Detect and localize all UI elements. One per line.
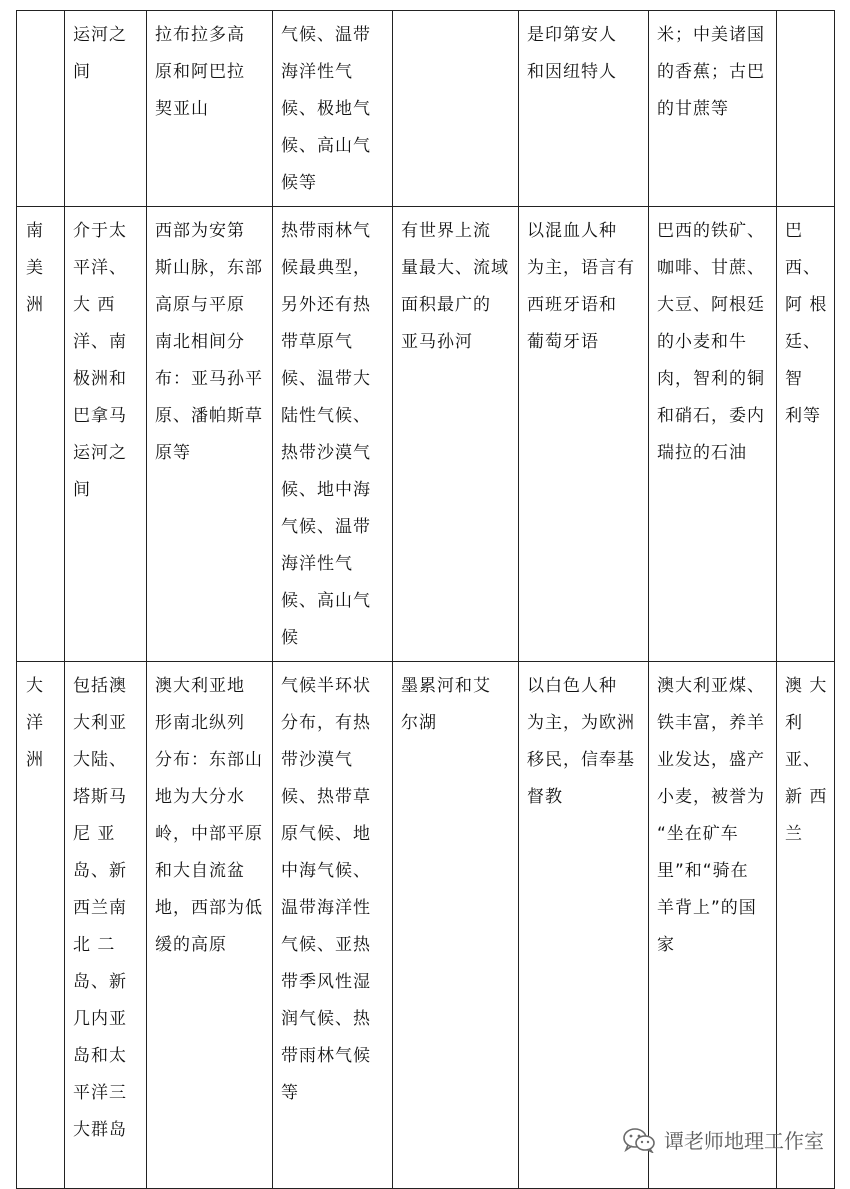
population-cell: 以白色人种 为主，为欧洲 移民，信奉基 督教 [519, 662, 649, 1189]
countries-cell: 巴西、 阿 根 廷、智 利等 [777, 207, 835, 662]
table-row [17, 207, 835, 662]
location-cell: 包括澳 大利亚 大陆、 塔斯马 尼 亚 岛、新 西兰南 北 二 岛、新 几内亚 岛和太 平洋三 大群岛 [65, 662, 147, 1189]
continent-cell: 大 洋 洲 [17, 662, 65, 1189]
economy-cell: 米；中美诸国 的香蕉；古巴 的甘蔗等 [649, 11, 777, 207]
economy-cell: 巴西的铁矿、 咖啡、甘蔗、 大豆、阿根廷 的小麦和牛 肉，智利的铜 和硝石，委内 瑞拉的石油 [649, 207, 777, 662]
terrain-cell: 西部为安第 斯山脉，东部 高原与平原 南北相间分 布：亚马孙平 原、潘帕斯草 原等 [147, 207, 273, 662]
continent-cell: 南 美 洲 [17, 207, 65, 662]
rivers-cell: 有世界上流 量最大、流域 面积最广的 亚马孙河 [393, 207, 519, 662]
watermark [622, 1125, 824, 1154]
economy-cell: 澳大利亚煤、 铁丰富，养羊 业发达，盛产 小麦，被誉为 “坐在矿车 里”和“骑在 羊背上”的国 家 [649, 662, 777, 1189]
terrain-cell: 澳大利亚地 形南北纵列 分布：东部山 地为大分水 岭，中部平原 和大自流盆 地，西部为低 缓的高原 [147, 662, 273, 1189]
rivers-cell: 墨累河和艾 尔湖 [393, 662, 519, 1189]
rivers-cell [393, 11, 519, 207]
climate-cell: 气候半环状 分布，有热 带沙漠气 候、热带草 原气候、地 中海气候、 温带海洋性 气候、亚热 带季风性湿 润气候、热 带雨林气候 等 [273, 662, 393, 1189]
wechat-icon [622, 1127, 656, 1153]
terrain-cell: 拉布拉多高 原和阿巴拉 契亚山 [147, 11, 273, 207]
continent-geography-table [16, 10, 835, 1189]
population-cell: 是印第安人 和因纽特人 [519, 11, 649, 207]
table-row [17, 11, 835, 207]
continent-cell [17, 11, 65, 207]
countries-cell: 澳 大 利亚、 新 西 兰 [777, 662, 835, 1189]
climate-cell: 热带雨林气 候最典型， 另外还有热 带草原气 候、温带大 陆性气候、 热带沙漠气 候、地中海 气候、温带 海洋性气 候、高山气 候 [273, 207, 393, 662]
watermark-text: 谭老师地理工作室 [664, 1129, 824, 1153]
population-cell: 以混血人种 为主，语言有 西班牙语和 葡萄牙语 [519, 207, 649, 662]
table-row [17, 662, 835, 1189]
climate-cell: 气候、温带 海洋性气 候、极地气 候、高山气 候等 [273, 11, 393, 207]
location-cell: 运河之 间 [65, 11, 147, 207]
countries-cell [777, 11, 835, 207]
location-cell: 介于太 平洋、 大 西 洋、南 极洲和 巴拿马 运河之 间 [65, 207, 147, 662]
